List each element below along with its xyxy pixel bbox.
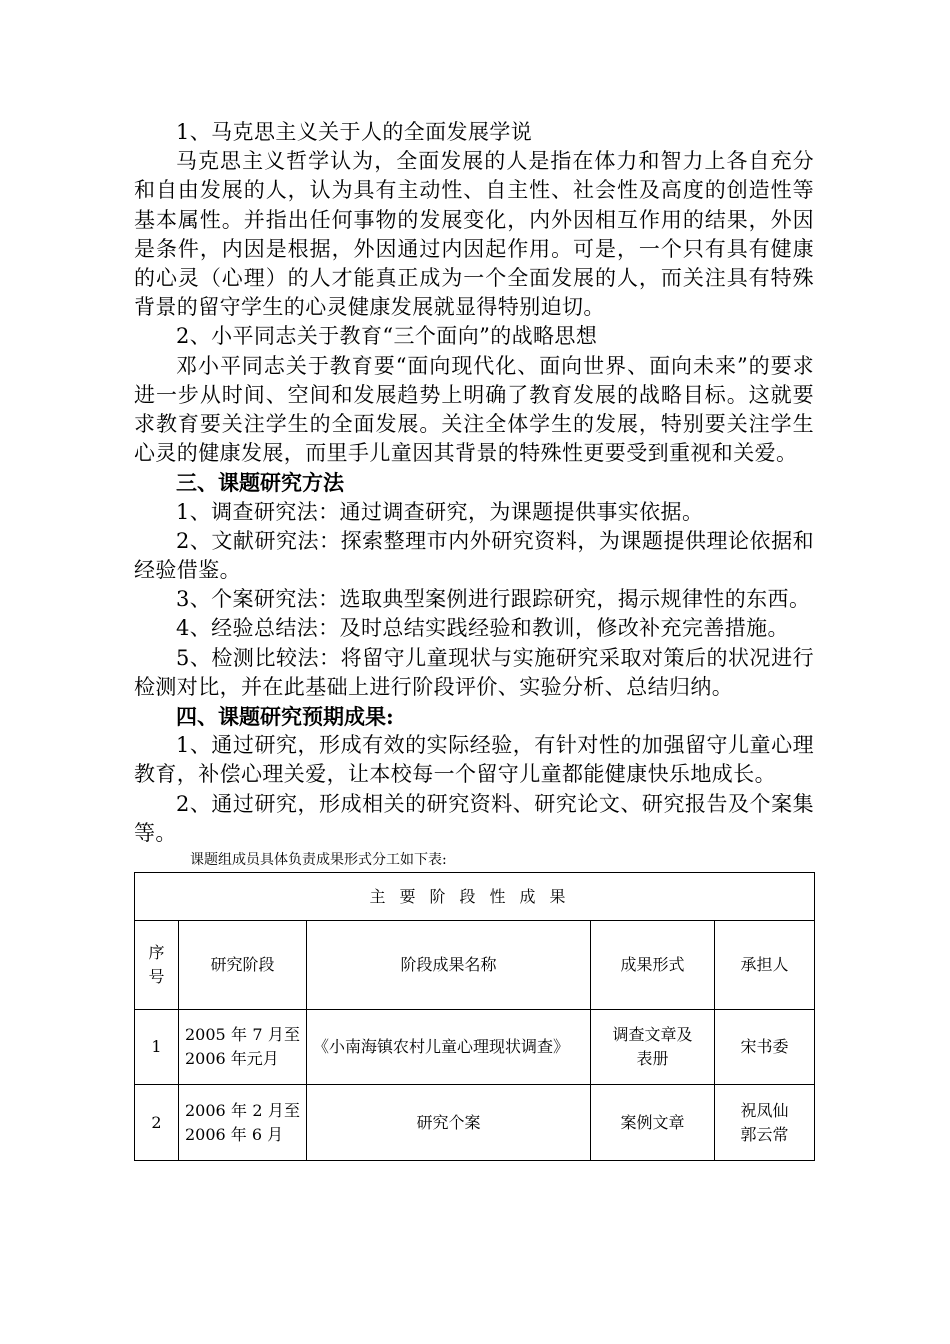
table-header-row — [135, 921, 815, 1010]
row-2-result-name: 研究个案 — [307, 1085, 591, 1161]
header-stage: 研究阶段 — [179, 921, 307, 1010]
table-title-row — [135, 873, 815, 921]
subsection-title-1: 1、马克思主义关于人的全面发展学说 — [176, 120, 533, 144]
outcome-item-2: 2、通过研究，形成相关的研究资料、研究论文、研究报告及个案集等。 — [134, 791, 814, 845]
document-body — [134, 118, 814, 1161]
section-heading-methods: 三、课题研究方法 — [176, 470, 344, 496]
table-row — [135, 1010, 815, 1085]
method-item-2: 2、文献研究法：探索整理市内外研究资料，为课题提供理论依据和经验借鉴。 — [134, 528, 814, 583]
row-2-result-form: 案例文章 — [591, 1085, 715, 1161]
method-item-4: 4、经验总结法：及时总结实践经验和教训，修改补充完善措施。 — [176, 616, 789, 641]
header-result-form: 成果形式 — [591, 921, 715, 1010]
header-result-name: 阶段成果名称 — [307, 921, 591, 1010]
row-1-owner: 宋书委 — [715, 1010, 815, 1085]
method-item-1: 1、调查研究法：通过调查研究，为课题提供事实依据。 — [176, 499, 704, 524]
table-caption: 课题组成员具体负责成果形式分工如下表: — [190, 852, 447, 869]
row-1-stage: 2005 年 7 月至 2006 年元月 — [179, 1010, 307, 1085]
row-2-owner: 祝凤仙 郭云常 — [715, 1085, 815, 1161]
method-item-5: 5、检测比较法：将留守儿童现状与实施研究采取对策后的状况进行检测对比，并在此基础上进行阶段评价、实验分析、总结归纳。 — [134, 645, 814, 699]
section-heading-outcomes: 四、课题研究预期成果: — [176, 704, 394, 730]
table-row — [135, 1085, 815, 1161]
header-owner: 承担人 — [715, 921, 815, 1010]
row-1-index: 1 — [135, 1010, 179, 1085]
row-1-result-form: 调查文章及表册 — [591, 1010, 715, 1085]
method-item-3: 3、个案研究法：选取典型案例进行跟踪研究，揭示规律性的东西。 — [176, 587, 811, 612]
row-1-result-name: 《小南海镇农村儿童心理现状调查》 — [307, 1010, 591, 1085]
paragraph-marxism: 马克思主义哲学认为，全面发展的人是指在体力和智力上各自充分和自由发展的人，认为具有主动性、自主性、社会性及高度的创造性等基本属性。并指出任何事物的发展变化，内外因相互作用的结果，外因是条件，内因是根据，外因通过内因起作用。可是，一个只有具有健康的心灵（心理）的人才能真正成为一个全面发展的人，而关注具有特殊背景的留守学生的心灵健康发展就显得特别迫切。 — [134, 149, 814, 320]
results-table — [134, 872, 815, 1161]
subsection-title-2: 2、小平同志关于教育“三个面向”的战略思想 — [176, 324, 598, 349]
paragraph-three-orientations: 邓小平同志关于教育要“面向现代化、面向世界、面向未来”的要求进一步从时间、空间和发展趋势上明确了教育发展的战略目标。这就要求教育要关注学生的全面发展。关注全体学生的发展，特别要关注学生心灵的健康发展，而里手儿童因其背景的特殊性更要受到重视和关爱。 — [134, 353, 814, 466]
row-2-index: 2 — [135, 1085, 179, 1161]
table-title: 主要阶段性成果 — [135, 873, 815, 921]
outcome-item-1: 1、通过研究，形成有效的实际经验，有针对性的加强留守儿童心理教育，补偿心理关爱，让本校每一个留守儿童都能健康快乐地成长。 — [134, 733, 814, 787]
header-index: 序号 — [135, 921, 179, 1010]
row-2-stage: 2006 年 2 月至 2006 年 6 月 — [179, 1085, 307, 1161]
